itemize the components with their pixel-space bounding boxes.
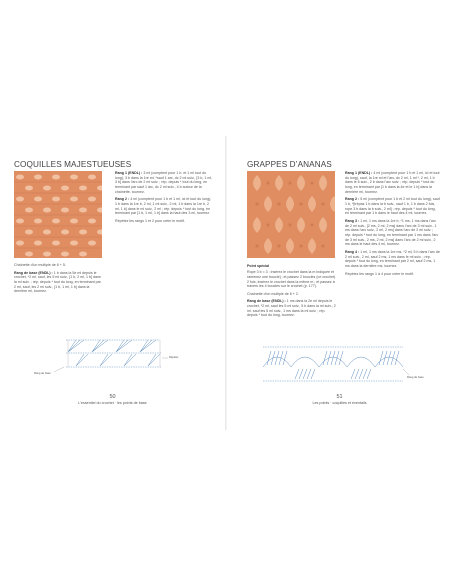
shell-stitch-texture xyxy=(14,171,102,258)
rang3-text: 1 ml, 1 ms dans la 1re b, *1 ms, 1 ms dans l’arc de 2 ml suiv., [2 ms, 2 ml, 2 ms] dans l’arc de 3 ml suiv., 1 ms dans l’arc suiv., 2 ml, 2 ms] dans l’arc de 2 ml suiv. ; rép. depuis * tout du long, en terminant par 1 ms dans l’arc de 3 ml suiv., 2 ms, 2 ml, 2 ms] dans l’arc de 2 ml suiv., 2 ms dans le haut des 4 ml, tournez. xyxy=(345,218,439,247)
instructions-right-column xyxy=(115,171,213,226)
base-row-label: Rang de base (ENDL) : xyxy=(247,299,286,304)
book-spread xyxy=(0,136,452,430)
rang4-text: 1 ml, 1 ms dans la 1re ms, *2 ml, 5 b dans l’arc de 2 ml suiv., 2 ml, sauf 2 ms, 1 ms dans le ml suiv. ; rép. depuis * tout du long, en terminant par 2 ml, sauf 2 ms, 1 ms dans la dernière ms, tournez. xyxy=(345,249,440,269)
rang1-text: 4 ml (comptent pour 1 b et 1 ml, ici et tout du long), sauf, la 1re ml et l’arc, dc 2 ml, 1 ml *, 2 ml, 1 b dans le 6 suiv., 2 b dans l’arc suiv. ; rép. depuis * tout du long, en terminant par [1 b dans la 4e et le 1 b] dans la dernière ml, tournez. xyxy=(345,171,440,194)
rang2-label: Rang 2 : xyxy=(345,197,360,202)
diagram-label-base-row: Rang de base xyxy=(34,372,51,375)
running-head: L’essentiel du crochet · les points de base xyxy=(78,401,147,405)
rang1-label: Rang 1 (ENDL) : xyxy=(345,171,373,175)
rang3-label: Rang 3 : xyxy=(345,218,360,223)
instructions-left-column xyxy=(247,264,337,321)
page-number: 50 xyxy=(109,394,116,400)
instructions-right-column xyxy=(345,171,440,279)
running-head: Les points · coquilles et éventails xyxy=(312,401,367,405)
rang2-label: Rang 2 : xyxy=(115,197,130,202)
base-row-label: Rang de base (ENDL) : xyxy=(14,270,53,275)
pattern-title: COQUILLES MAJESTUEUSES xyxy=(14,160,132,169)
stitch-diagram xyxy=(257,339,427,389)
right-page xyxy=(227,136,452,430)
diagram-label-base-row: Rang de base xyxy=(407,376,424,379)
shell-stitch-chart xyxy=(40,332,180,382)
rang1-label: Rang 1 (ENDL) : xyxy=(115,171,143,175)
base-row-text: 1 b dans la 5e ml depuis le crochet, *2 ml, sauf, les 5 ml suiv., [1 b, 2 ml, 1 b] dans la ml suiv. ; rép. depuis * tout du long, en terminant par 2 ml, sauf, les 2 ml suiv., [1 b, 1 ml, 1 b] dans la dernière ml, tournez. xyxy=(14,270,101,294)
rang2-text: 5 ml (comptent pour 1 b et 2 ml tout du long), sauf 1 b, *[trépas 1 b dans la b suiv., sauf 1 b, 1 b dans 2 fois, rope 3 b dans la b suiv., 2 ml] ; rép. depuis * tout du long, en terminant par 1 b dans le haut des 4 ml, tournez. xyxy=(345,197,440,216)
repeat-note: Répétez les rangs 1 et 2 pour créer le motif. xyxy=(115,218,185,223)
stitch-diagram xyxy=(34,332,180,382)
ananas-swatch-photo xyxy=(247,171,335,258)
page-number: 51 xyxy=(336,394,343,400)
page-footer xyxy=(0,394,225,405)
rang1-text: 3 ml (comptent pour 1 b. et 1 ml tout du long), 3 b dans la 1re ml, *sauf 1 arc, dc 2 ml suiv., [3 b, 1 ml, 3 b] dans l’arc de 2 ml suiv. ; rép. depuis * tout du long, en terminant par sauf 1 arc, dc 2 ml suiv., 4 b autour de la chaînette, tournez. xyxy=(115,171,213,194)
rang2-text: 4 ml (comptent pour 1 b et 1 ml, ici et tout du long), 1 b dans la 1re b, 2 ml, 1 ml suiv., 2 ml, 1 b dans la 1re b, 2 ml, 1 b] dans le ml suiv., 2 ml ; rép. depuis * tout du long, en terminant par [1 b, 1 ml, 1 b] dans la haut des 3 ml, tournez. xyxy=(115,197,212,216)
diagram-label-repeat: Répéter xyxy=(169,356,179,359)
left-page xyxy=(0,136,225,430)
coquilles-swatch-photo xyxy=(14,171,102,258)
chain-note: Chaînette d’un multiple de 6 + 5. xyxy=(14,263,66,267)
rang4-label: Rang 4 : xyxy=(345,249,360,254)
special-stitch-text: Rope 3 b = 3 : insérez le crochet dans la m indiquée et ramenez une boucle] ; et passez 2 boucles (ce crochet) 2 fois, insérez le crochet dans la même m ; et passez à travers les 4 boucles sur le crochet (p. 177). xyxy=(247,270,336,289)
pineapple-stitch-texture xyxy=(247,171,335,258)
pineapple-stitch-chart xyxy=(257,339,427,389)
base-row-text: 1 ms dans la 2e ml depuis le crochet, *2 ml, sauf les 5 ml suiv., 5 b dans la ml suiv., 2 ml, sauf les 5 ml suiv., 1 ms dans la ml suiv. ; rép. depuis * tout du long, tournez. xyxy=(247,299,336,318)
instructions-left-column xyxy=(14,263,102,297)
special-stitch-heading: Point spécial xyxy=(247,264,270,268)
chain-note: Chaînette d’un multiple de 6 + 2. xyxy=(247,291,299,296)
pattern-title: GRAPPES D’ANANAS xyxy=(247,160,332,169)
page-footer xyxy=(227,394,452,405)
repeat-note: Répétez les rangs 1 à 4 pour créer le motif. xyxy=(345,271,414,276)
